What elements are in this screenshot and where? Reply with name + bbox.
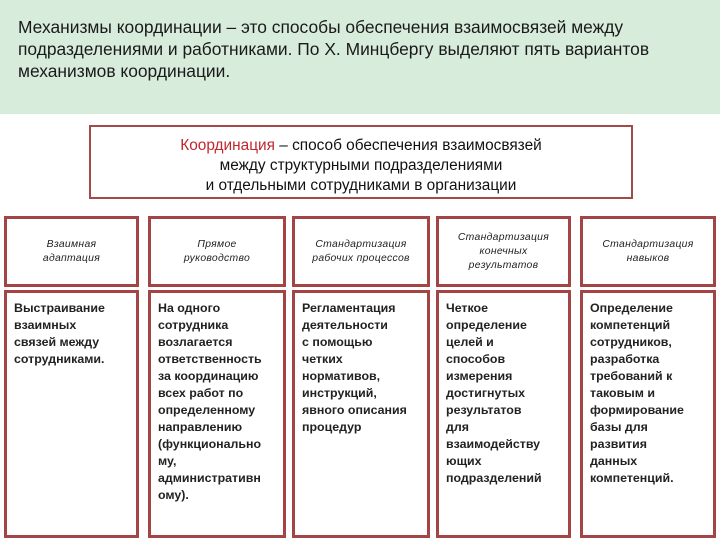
column-2-header (148, 216, 286, 287)
intro-text: Механизмы координации – это способы обеспечения взаимосвязей между подразделениями и работниками. По Х. Минцбергу выделяют пять вариантов механизмов координации. (18, 17, 650, 81)
column-4-header (436, 216, 571, 287)
column-5-title: Стандартизация навыков (602, 238, 694, 264)
column-3-title: Стандартизация рабочих процессов (312, 238, 410, 264)
intro-panel (0, 0, 720, 114)
column-4-description: Четкое определение целей и способов измерения достигнутых результатов для взаимодейству ющих подразделений (436, 290, 571, 538)
definition-text: – способ обеспечения взаимосвязей между структурными подразделениями и отдельными сотрудниками в организации (205, 137, 542, 194)
column-1-header (4, 216, 139, 287)
column-5-description: Определение компетенций сотрудников, разработка требований к таковым и формирование базы для развития данных компетенций. (580, 290, 716, 538)
column-4-title: Стандартизация конечных результатов (457, 231, 550, 271)
definition-term: Координация (180, 137, 275, 154)
column-1-title: Взаимная адаптация (42, 238, 101, 264)
column-3-header (292, 216, 430, 287)
column-2-description: На одного сотрудника возлагается ответственность за координацию всех работ по определенному направлению (функционально му, административн ому). (148, 290, 286, 538)
column-2-title: Прямое руководство (183, 238, 251, 264)
column-1-description: Выстраивание взаимных связей между сотрудниками. (4, 290, 139, 538)
column-5-header (580, 216, 716, 287)
column-3-description: Регламентация деятельности с помощью четких нормативов, инструкций, явного описания процедур (292, 290, 430, 538)
definition-box (89, 125, 633, 199)
